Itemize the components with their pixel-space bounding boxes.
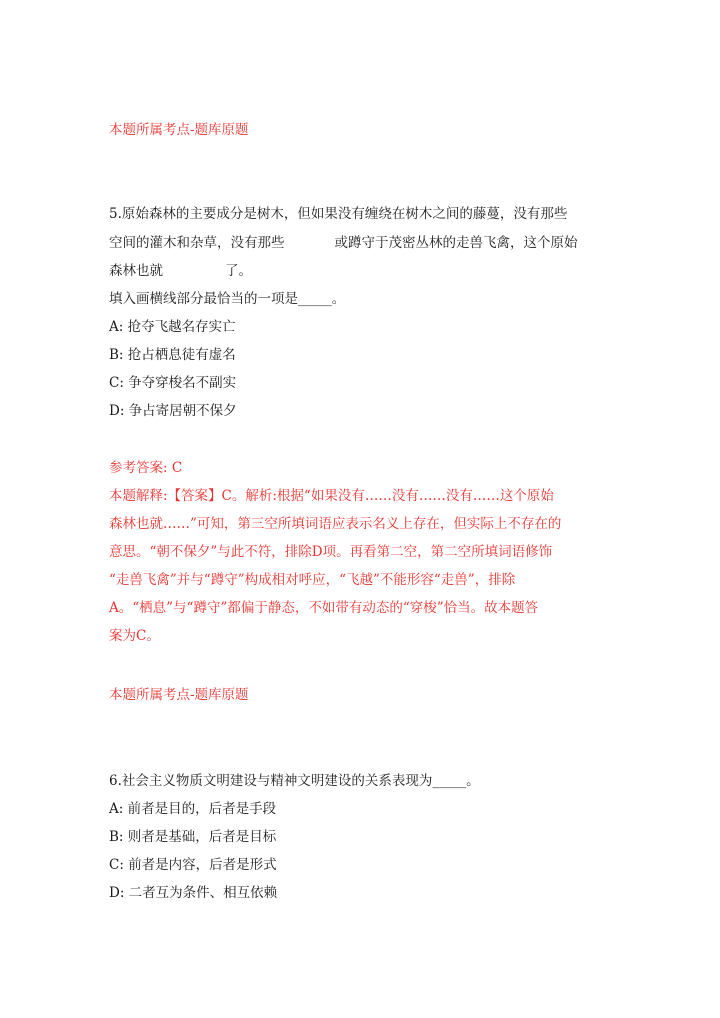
q5-stem-line-3-part-b: 了。 [225, 263, 252, 279]
q5-option-b: B: 抢占栖息徒有虚名 [109, 347, 236, 363]
q6-option-b: B: 则者是基础，后者是目标 [109, 829, 277, 845]
section-note-2: 本题所属考点-题库原题 [109, 687, 249, 703]
q5-explanation-line-2: 森林也就……”可知，第三空所填词语应表示名义上存在，但实际上不存在的 [109, 516, 562, 532]
q5-explanation-line-5: A。“栖息”与“蹲守”都偏于静态，不如带有动态的“穿梭”恰当。故本题答 [109, 600, 539, 616]
q6-option-d: D: 二者互为条件、相互依赖 [109, 885, 278, 901]
q6-stem: 6.社会主义物质文明建设与精神文明建设的关系表现为_____。 [109, 773, 480, 789]
q5-prompt: 填入画横线部分最恰当的一项是_____。 [109, 291, 346, 307]
q5-explanation-line-3: 意思。“朝不保夕”与此不符，排除D项。再看第二空，第二空所填词语修饰 [109, 544, 553, 560]
q6-option-c: C: 前者是内容，后者是形式 [109, 857, 277, 873]
section-note-1: 本题所属考点-题库原题 [109, 122, 249, 138]
q5-stem-line-2 [109, 233, 578, 253]
q5-option-a: A: 抢夺飞越名存实亡 [109, 319, 236, 335]
q5-explanation-line-4: “走兽飞禽”并与“蹲守”构成相对呼应，“飞越”不能形容“走兽”，排除 [109, 572, 516, 588]
q5-stem-line-2-part-a: 空间的灌木和杂草，没有那些 [109, 235, 285, 251]
q5-explanation-line-1: 本题解释:【答案】C。解析:根据“如果没有……没有……没有……这个原始 [109, 488, 554, 504]
q5-option-c: C: 争夺穿梭名不副实 [109, 375, 237, 391]
q5-stem-line-3-part-a: 森林也就 [109, 263, 163, 279]
q5-answer: 参考答案: C [109, 460, 183, 476]
q5-explanation-line-6: 案为C。 [109, 628, 160, 644]
q5-option-d: D: 争占寄居朝不保夕 [109, 403, 237, 419]
q5-stem-line-3 [109, 261, 252, 281]
q6-option-a: A: 前者是目的，后者是手段 [109, 801, 277, 817]
q5-stem-line-2-part-b: 或蹲守于茂密丛林的走兽飞禽，这个原始 [334, 235, 578, 251]
q5-stem-line-1: 5.原始森林的主要成分是树木，但如果没有缠绕在树木之间的藤蔓，没有那些 [109, 206, 568, 222]
